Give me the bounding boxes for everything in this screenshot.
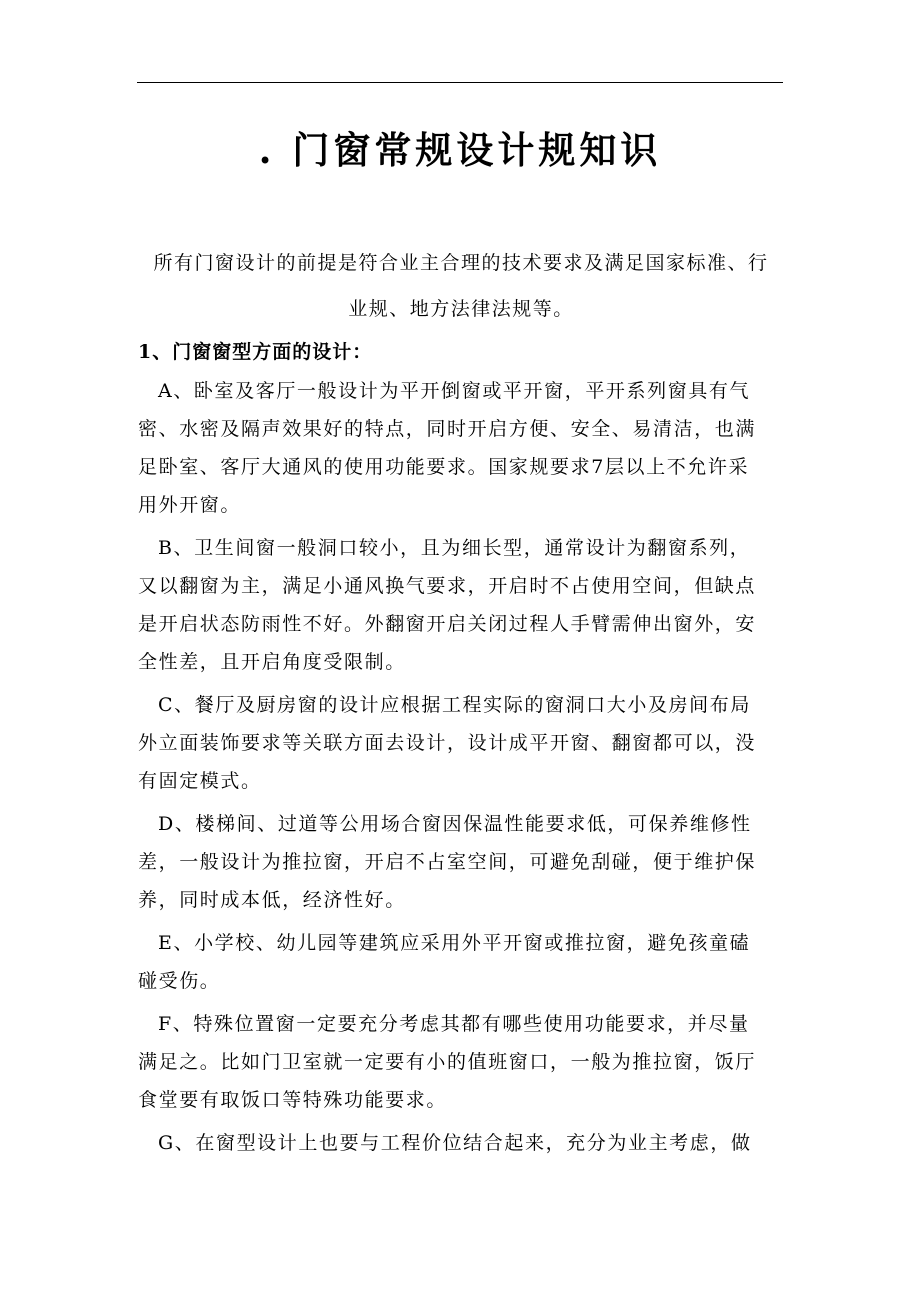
paragraph-c xyxy=(138,686,786,800)
document-title: . 门窗常规设计规知识 xyxy=(258,128,662,172)
paragraph-line: 碰受伤。 xyxy=(138,970,221,992)
paragraph-line: E、小学校、幼儿园等建筑应采用外平开窗或推拉窗，避免孩童磕 xyxy=(158,932,751,954)
section-heading: 1、门窗窗型方面的设计： xyxy=(138,341,373,363)
paragraph-line: 差，一般设计为推拉窗，开启不占室空间，可避免刮碰，便于维护保 xyxy=(138,851,757,873)
paragraph-line: 用外开窗。 xyxy=(138,494,242,516)
paragraph-line: 食堂要有取饭口等特殊功能要求。 xyxy=(138,1089,448,1111)
paragraph-line: 又以翻窗为主，满足小通风换气要求，开启时不占使用空间，但缺点 xyxy=(138,575,757,597)
paragraph-line: 全性差，且开启角度受限制。 xyxy=(138,651,406,673)
paragraph-line: 外立面装饰要求等关联方面去设计，设计成平开窗、翻窗都可以，没 xyxy=(138,732,757,754)
paragraph-line: F、特殊位置窗一定要充分考虑其都有哪些使用功能要求，并尽量 xyxy=(158,1013,750,1035)
paragraph-line: C、餐厅及厨房窗的设计应根据工程实际的窗洞口大小及房间布局 xyxy=(158,694,751,716)
paragraph-line: 满足之。比如门卫室就一定要有小的值班窗口，一般为推拉窗，饭厅 xyxy=(138,1051,757,1073)
intro-line: 业规、地方法律法规等。 xyxy=(348,298,574,320)
paragraph-line: B、卫生间窗一般洞口较小，且为细长型，通常设计为翻窗系列， xyxy=(158,537,751,559)
paragraph-a xyxy=(138,372,786,524)
paragraph-line: 是开启状态防雨性不好。外翻窗开启关闭过程人手臂需伸出窗外，安 xyxy=(138,613,757,635)
body-paragraphs xyxy=(138,372,786,1167)
paragraph-d xyxy=(138,805,786,919)
paragraph-line: 有固定模式。 xyxy=(138,770,262,792)
paragraph-e xyxy=(138,924,786,1000)
paragraph-line: 养，同时成本低，经济性好。 xyxy=(138,889,406,911)
paragraph-line: 密、水密及隔声效果好的特点，同时开启方便、安全、易清洁，也满 xyxy=(138,418,757,440)
paragraph-line: D、楼梯间、过道等公用场合窗因保温性能要求低，可保养维修性 xyxy=(158,813,752,835)
paragraph-line: G、在窗型设计上也要与工程价位结合起来，充分为业主考虑，做 xyxy=(158,1132,752,1154)
paragraph-f xyxy=(138,1005,786,1119)
paragraph-b xyxy=(138,529,786,681)
paragraph-line: 足卧室、客厅大通风的使用功能要求。国家规要求7层以上不允许采 xyxy=(138,456,750,478)
paragraph-line: A、卧室及客厅一般设计为平开倒窗或平开窗，平开系列窗具有气 xyxy=(158,380,751,402)
header-rule xyxy=(137,82,783,83)
paragraph-g xyxy=(138,1124,786,1162)
intro-line: 所有门窗设计的前提是符合业主合理的技术要求及满足国家标准、行 xyxy=(153,252,769,274)
intro-paragraph xyxy=(140,240,782,332)
